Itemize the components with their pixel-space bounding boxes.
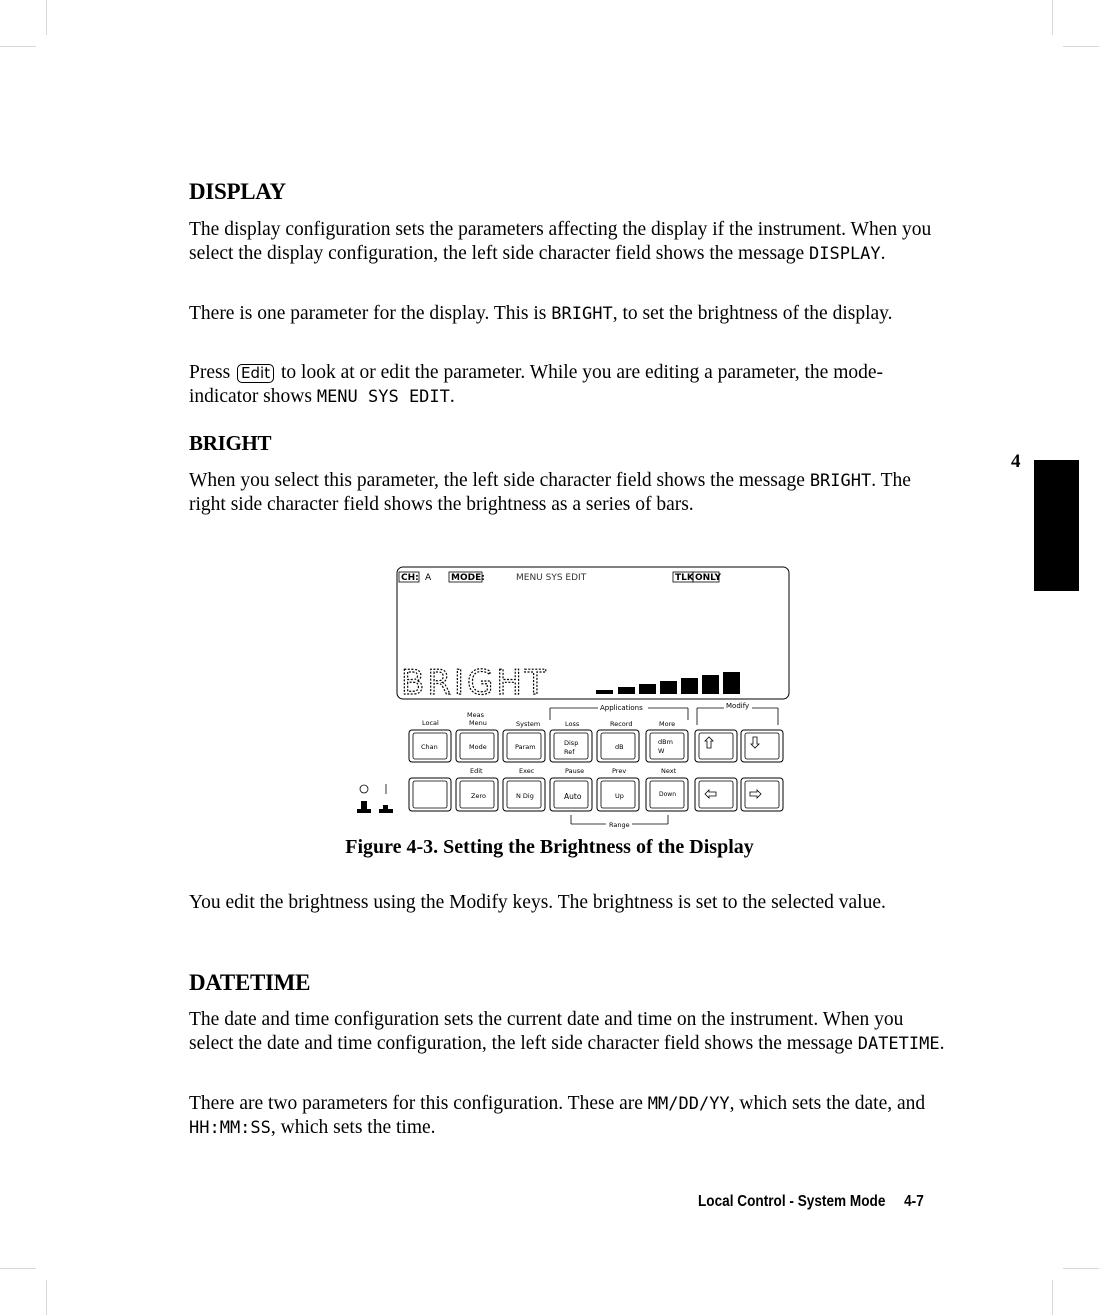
key-label-menu: Menu [469,719,487,727]
text: . The right side character field shows the brightness as a series of bars. [189,470,911,515]
key-param[interactable] [503,730,545,762]
key-up-label: Up [615,792,624,800]
text: There are two parameters for this configuration. These are [189,1093,648,1114]
code-text: MM/DD/YY [647,1094,730,1114]
front-panel-figure [350,560,800,830]
key-label-system: System [516,720,541,728]
key-modify-up[interactable] [695,730,737,762]
paragraph [189,1008,949,1056]
section-heading-datetime: DATETIME [189,970,311,995]
key-label-more: More [659,720,676,728]
key-modify-down[interactable] [741,730,783,762]
key-up[interactable] [597,778,639,811]
key-mode-label: Mode [469,743,487,751]
edit-key-glyph: Edit [237,364,274,383]
brightness-bar [723,672,740,694]
crop-mark [1063,46,1099,47]
key-down-label: Down [659,791,677,798]
page-footer [698,1193,924,1211]
paragraph [189,1092,949,1140]
left-arrow-icon [705,790,716,798]
key-chan[interactable] [409,730,451,762]
key-w-label: W [658,747,665,755]
crop-mark [46,0,47,35]
key-dbm-label: dBm [658,738,673,746]
brightness-bar [639,684,656,694]
key-disp-label: Disp [564,739,579,747]
up-arrow-icon [705,737,713,748]
power-switch-off[interactable] [357,801,371,813]
code-text: MENU SYS EDIT [316,387,450,407]
text: . [939,1033,945,1054]
key-db[interactable] [597,730,639,762]
text: , which sets the date, and [729,1093,926,1114]
key-label-prev: Prev [612,767,627,775]
lcd-mode-label: MODE: [451,573,485,583]
chapter-number: 4 [1011,451,1021,472]
figure-caption: Figure 4-3. Setting the Brightness of the Display [345,836,754,858]
key-n-dig[interactable] [503,778,545,811]
brightness-bar [660,681,677,694]
footer-title: Local Control - System Mode [698,1193,886,1210]
paragraph [189,361,949,409]
key-zero-label: Zero [471,792,486,800]
power-switch-on[interactable] [379,805,393,813]
code-text: HH:MM:SS [189,1118,271,1138]
key-zero[interactable] [456,778,498,811]
key-modify-right[interactable] [741,778,783,811]
code-text: DISPLAY [809,244,881,264]
range-label: Range [609,821,630,829]
page-number: 4-7 [904,1193,924,1210]
key-blank[interactable] [409,778,451,811]
brightness-bar [681,678,698,694]
key-label-edit: Edit [470,767,483,775]
key-label-loss: Loss [565,720,580,728]
key-label-next: Next [661,767,677,775]
key-down[interactable] [646,778,688,811]
key-modify-left[interactable] [695,778,737,811]
text: The display configuration sets the parameters affecting the display if the instrument. When you select the display configuration, the left side character field shows the message [189,219,932,264]
key-dbm-w[interactable] [646,730,688,762]
key-label-record: Record [610,720,633,728]
lcd-only-label: ONLY [695,573,722,583]
text: Press [189,362,236,383]
crop-mark [1052,1280,1053,1315]
text: When you select this parameter, the left side character field shows the message [189,470,810,491]
brightness-bar [596,690,613,694]
lcd-talk-label: TLK [675,573,694,583]
key-label-meas: Meas [467,711,484,719]
text: The date and time configuration sets the current date and time on the instrument. When you select the date and time configuration, the left side character field shows the message [189,1009,904,1054]
modify-label: Modify [726,702,750,710]
paragraph [189,469,949,517]
text: There is one parameter for the display. This is [189,303,552,324]
lcd-big-text: BRIGHT [401,663,549,703]
key-n-dig-label: N Dig [516,792,534,800]
crop-mark [0,1268,36,1269]
key-label-exec: Exec [519,767,535,775]
text: to look at or edit the parameter. While you are editing a parameter, the mode-indicator shows [189,362,884,407]
crop-mark [1052,0,1053,35]
down-arrow-icon [751,737,759,748]
key-ref-label: Ref [564,748,575,756]
lcd-mode-value: MENU SYS EDIT [516,573,587,583]
key-auto-label: Auto [564,792,582,801]
key-mode[interactable] [456,730,498,762]
crop-mark [46,1280,47,1315]
applications-label: Applications [600,704,643,712]
chapter-tab [1034,460,1079,591]
paragraph [189,218,949,266]
section-heading-bright: BRIGHT [189,431,272,455]
brightness-bars [596,672,740,694]
code-text: BRIGHT [809,471,872,491]
paragraph [189,302,949,326]
key-param-label: Param [515,743,536,751]
key-label-local: Local [422,719,439,727]
text: . [449,386,455,407]
text: , which sets the time. [270,1117,436,1138]
key-chan-label: Chan [421,743,438,751]
key-auto[interactable] [550,778,592,811]
right-arrow-icon [750,790,761,798]
paragraph: You edit the brightness using the Modify keys. The brightness is set to the selected value. [189,892,886,913]
section-heading-display: DISPLAY [189,179,286,204]
crop-mark [1063,1268,1099,1269]
crop-mark [0,46,36,47]
off-indicator-icon [360,785,368,793]
key-db-label: dB [615,743,624,751]
brightness-bar [702,675,719,694]
key-disp-ref[interactable] [550,730,592,762]
brightness-bar [618,687,635,694]
text: . [880,243,886,264]
code-text: DATETIME [857,1034,940,1054]
text: , to set the brightness of the display. [612,303,893,324]
key-label-pause: Pause [565,767,585,775]
lcd-ch-label: CH: [401,573,419,583]
code-text: BRIGHT [551,304,613,324]
lcd-ch-value: A [425,573,432,583]
